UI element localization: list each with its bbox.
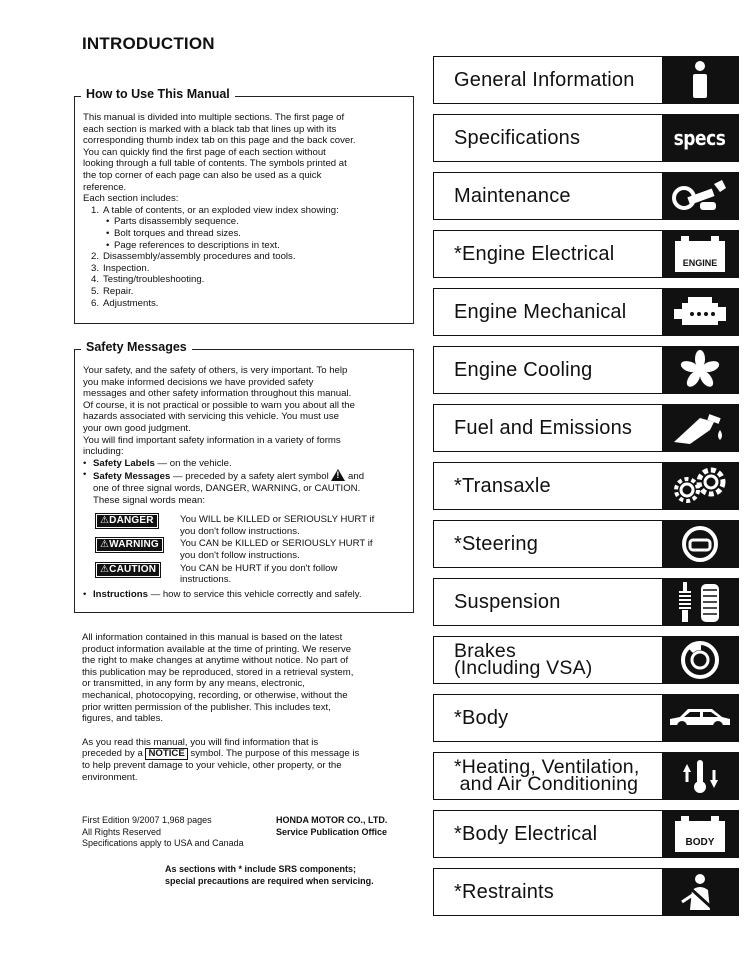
safety-messages-title: Safety Messages [81,340,192,354]
shock-absorber-icon [662,579,738,625]
how-to-use-title: How to Use This Manual [81,87,235,101]
gears-icon [662,463,738,509]
section-includes-list-cont [83,251,405,309]
list-item: 2. Disassembly/assembly procedures and tools. [91,251,296,263]
tab-specifications[interactable]: Specifications specs [433,114,739,162]
tab-engine-electrical[interactable]: *Engine Electrical ENGINE [433,230,739,278]
list-item: 4. Testing/troubleshooting. [91,274,205,286]
list-item: 5. Repair. [91,285,134,297]
srs-note: As sections with * include SRS components; special precautions are required when servicing. [165,864,374,886]
tab-maintenance[interactable]: Maintenance [433,172,739,220]
list-item: • Bolt torques and thread sizes. [106,227,241,239]
wrench-icon [662,173,738,219]
how-to-use-intro: This manual is divided into multiple sections. The first page of each section is marked with a black tab that lines up with its corresponding thumb index tab on this page and the back cover. You can quickly find the first page of each section without looking through a full table of contents. The symbols printed at the top corner of each page can also be used as a quick reference. [83,112,356,193]
safety-forms-list [83,458,405,506]
battery-icon: ENGINE [662,231,738,277]
signal-warning: ⚠WARNING You CAN be KILLED or SERIOUSLY HURT if you don't follow instructions. [83,538,405,561]
safety-messages-box [74,340,414,613]
steering-wheel-icon [662,521,738,567]
section-includes-label: Each section includes: [83,193,179,205]
seatbelt-icon [662,869,738,915]
battery-icon: BODY [662,811,738,857]
list-item: • Instructions — how to service this vehicle correctly and safely. [83,588,362,600]
fan-icon [662,347,738,393]
specs-icon: specs [662,115,738,161]
list-item: 1. A table of contents, or an exploded view index showing: [91,204,339,216]
publisher-info: HONDA MOTOR CO., LTD. Service Publication Office [276,815,388,837]
tab-engine-cooling[interactable]: Engine Cooling [433,346,739,394]
tab-heating-ventilation-ac[interactable]: *Heating, Ventilation, and Air Conditioning [433,752,739,800]
list-item: • Parts disassembly sequence. [106,216,239,228]
notice-paragraph: As you read this manual, you will find information that is preceded by a NOTICE symbol. The purpose of this message is to help prevent damage to your vehicle, other property, or the environment. [82,736,360,783]
list-item: one of three signal words, DANGER, WARNING, or CAUTION. [93,482,361,494]
list-item: • Safety Messages — preceded by a safety alert symbol ! and [83,469,405,483]
engine-icon [662,289,738,335]
tab-body-electrical[interactable]: *Body Electrical BODY [433,810,739,858]
tab-restraints[interactable]: *Restraints [433,868,739,916]
tab-fuel-and-emissions[interactable]: Fuel and Emissions [433,404,739,452]
legal-paragraph: All information contained in this manual is based on the latest product information available at the time of printing. We reserve the right to make changes at anytime without notice. No part of this publication may be reproduced, stored in a retrieval system, or transmitted, in any form by any means, electronic, mechanical, photocopying, recording, or otherwise, without the prior written permission of the publisher. This includes text, figures, and tables. [82,632,354,725]
list-item: • Safety Labels — on the vehicle. [83,457,232,469]
list-item: 6. Adjustments. [91,297,159,309]
caution-badge: ⚠CAUTION [96,563,160,577]
list-item: • Page references to descriptions in text. [106,239,280,251]
edition-info: First Edition 9/2007 1,968 pages All Rights Reserved Specifications apply to USA and Canada [82,815,244,848]
legal-info [82,632,412,784]
sub-list [83,216,405,251]
signal-caution: ⚠CAUTION You CAN be HURT if you don't follow instructions. [83,563,405,586]
tab-engine-mechanical[interactable]: Engine Mechanical [433,288,739,336]
tab-general-information[interactable]: General Information [433,56,739,104]
signal-words [83,514,405,586]
fuel-nozzle-icon [662,405,738,451]
brake-disc-icon [662,637,738,683]
tab-suspension[interactable]: Suspension [433,578,739,626]
page-title: INTRODUCTION [82,34,215,53]
instructions-list [83,589,405,601]
safety-alert-icon [331,469,345,481]
tab-steering[interactable]: *Steering [433,520,739,568]
info-icon [662,57,738,103]
how-to-use-box [74,87,414,324]
tab-transaxle[interactable]: *Transaxle [433,462,739,510]
list-item: These signal words mean: [93,494,205,506]
tab-body[interactable]: *Body [433,694,739,742]
warning-badge: ⚠WARNING [96,538,163,552]
list-item: 3. Inspection. [91,262,150,274]
thermometer-icon [662,753,738,799]
notice-symbol: NOTICE [145,748,187,760]
section-includes-list [83,205,405,217]
tab-brakes[interactable]: Brakes (Including VSA) [433,636,739,684]
signal-danger: ⚠DANGER You WILL be KILLED or SERIOUSLY HURT if you don't follow instructions. [83,514,405,537]
safety-intro: Your safety, and the safety of others, is very important. To help you make informed decisions we have provided safety messages and other safety information throughout this manual. Of course, it is not practical or possible to warn you about all the hazards associated with servicing this vehicle. You must use your own good judgment. You will find important safety information in a variety of forms including: [83,365,355,458]
danger-badge: ⚠DANGER [96,514,158,528]
car-body-icon [662,695,738,741]
